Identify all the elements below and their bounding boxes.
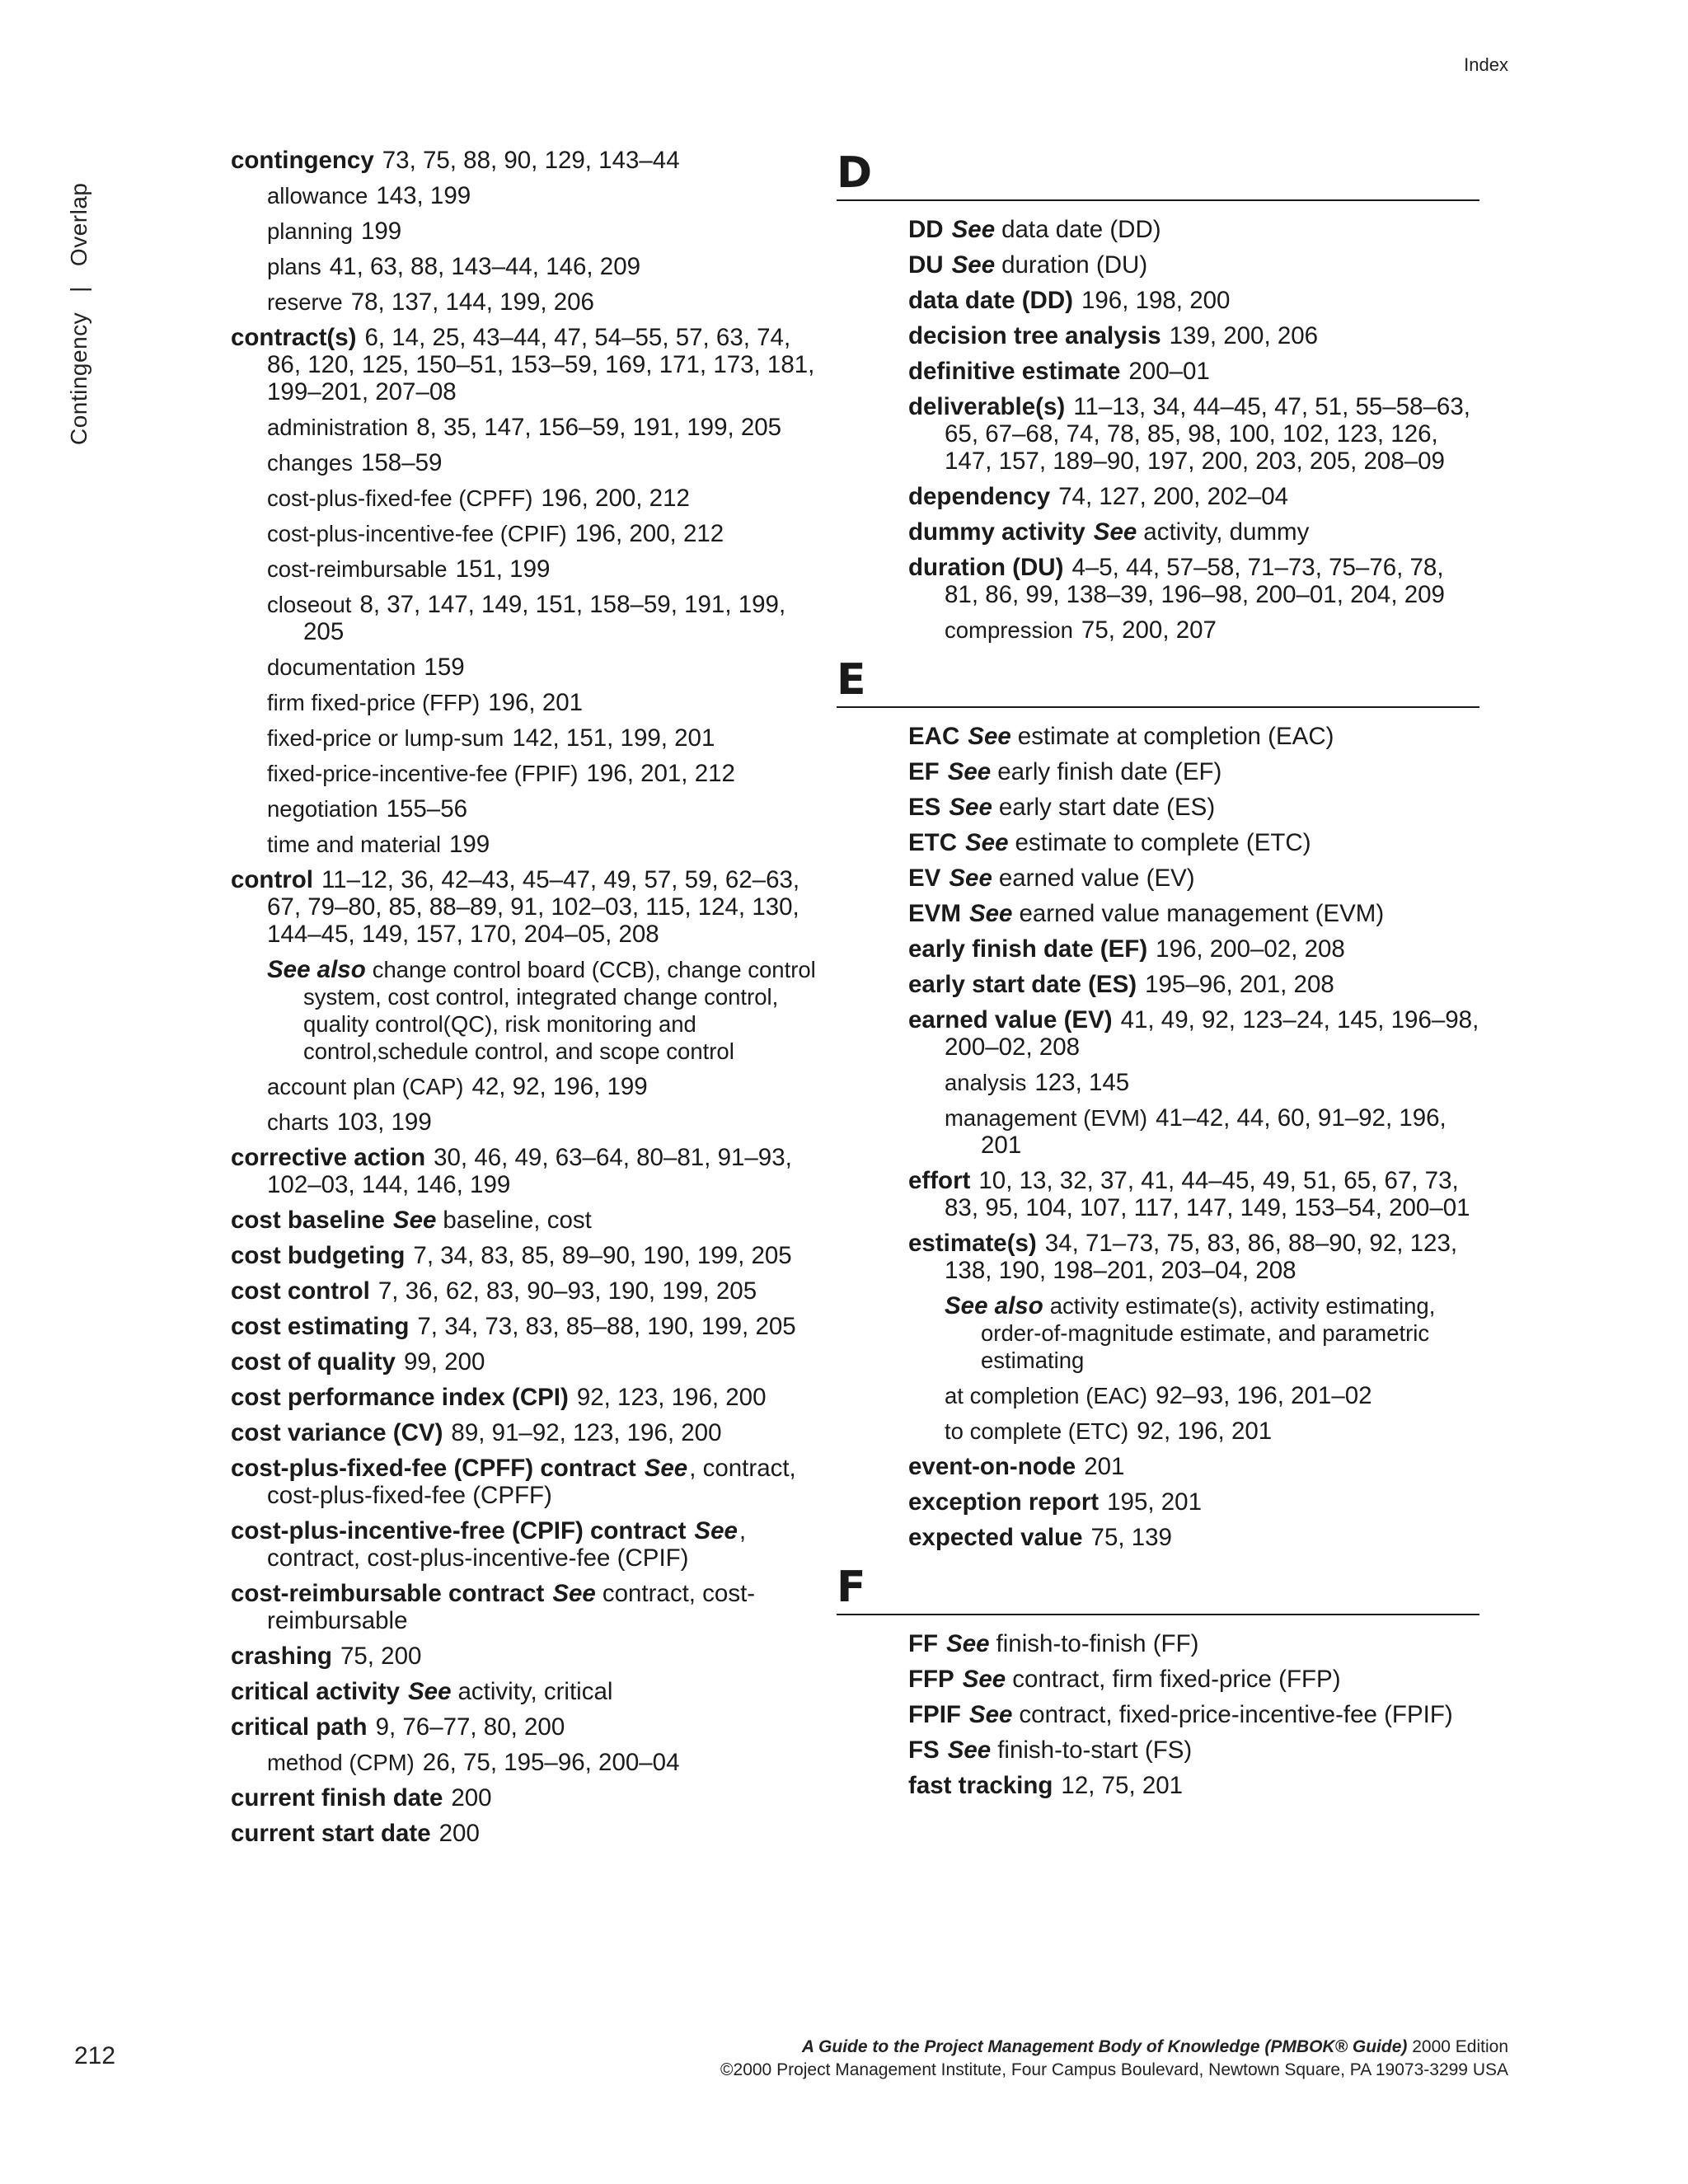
page-references: 9, 76–77, 80, 200 <box>375 1713 565 1741</box>
index-term: contingency <box>231 147 374 174</box>
index-term: current finish date <box>231 1784 443 1811</box>
page-references: 42, 92, 196, 199 <box>471 1073 648 1100</box>
index-term: expected value <box>908 1524 1083 1551</box>
section-letter-heading: D <box>837 147 1479 201</box>
index-entry <box>231 1455 824 1509</box>
index-term: FFP <box>908 1666 954 1693</box>
page-references: 200–01 <box>1128 358 1210 385</box>
page-references: 12, 75, 201 <box>1061 1772 1184 1799</box>
side-tab-separator: | <box>66 286 91 293</box>
index-entry <box>908 1701 1479 1728</box>
index-term: early start date (ES) <box>908 971 1137 998</box>
see-reference-label: See <box>392 1207 437 1234</box>
index-term: FS <box>908 1736 940 1764</box>
page-references: 7, 34, 83, 85, 89–90, 190, 199, 205 <box>413 1242 792 1269</box>
index-subentry <box>231 831 824 858</box>
index-term: cost-plus-incentive-free (CPIF) contract <box>231 1517 687 1544</box>
subentry-term: allowance <box>267 183 368 209</box>
index-subentry <box>231 689 824 716</box>
see-reference-target: , contract, cost-plus-fixed-fee (CPFF) <box>267 1455 796 1509</box>
footer-title: A Guide to the Project Management Body of Knowledge (PMBOK® Guide) <box>801 2037 1408 2056</box>
index-term: cost control <box>231 1277 370 1305</box>
index-entry <box>231 1643 824 1670</box>
index-subentry <box>231 182 824 209</box>
see-reference-label: See <box>965 829 1009 856</box>
index-term: cost of quality <box>231 1348 396 1376</box>
index-entry <box>908 829 1479 856</box>
index-term: ETC <box>908 829 957 856</box>
see-reference-target: duration (DU) <box>1001 251 1148 279</box>
index-subentry <box>231 218 824 245</box>
index-term: event-on-node <box>908 1453 1076 1480</box>
index-entry <box>908 1488 1479 1516</box>
index-term: earned value (EV) <box>908 1006 1113 1033</box>
see-reference-label: See <box>694 1517 738 1544</box>
footer-copyright: ©2000 Project Management Institute, Four Campus Boulevard, Newtown Square, PA 19073-3299 USA <box>720 2060 1508 2079</box>
index-term: duration (DU) <box>908 554 1064 581</box>
page-references: 139, 200, 206 <box>1169 322 1319 349</box>
section-entries <box>837 723 1479 1551</box>
index-subentry <box>231 795 824 823</box>
page-references: 89, 91–92, 123, 196, 200 <box>451 1419 722 1446</box>
index-entry <box>908 393 1479 475</box>
index-entry <box>908 216 1479 243</box>
page-references: 99, 200 <box>403 1348 485 1376</box>
section-letter-heading: E <box>837 654 1479 708</box>
page-references: 200 <box>438 1820 480 1847</box>
index-term: early finish date (EF) <box>908 935 1148 963</box>
subentry-term: time and material <box>267 832 441 857</box>
index-entry <box>908 1167 1479 1221</box>
index-term: exception report <box>908 1488 1100 1516</box>
index-term: control <box>231 866 313 893</box>
page-references: 6, 14, 25, 43–44, 47, 54–55, 57, 63, 74, 86, 120, 125, 150–51, 153–59, 169, 171, 173, 181, 199–201, 207–08 <box>267 324 815 405</box>
index-subentry <box>231 520 824 547</box>
see-also-text: change control board (CCB), change control system, cost control, integrated change control, quality control(QC), risk monitoring and control,schedule control, and scope control <box>303 957 816 1064</box>
index-entry <box>908 518 1479 546</box>
index-term: definitive estimate <box>908 358 1121 385</box>
index-entry <box>908 971 1479 998</box>
index-term: critical path <box>231 1713 368 1741</box>
index-subentry <box>231 760 824 787</box>
see-reference-target: early finish date (EF) <box>997 758 1222 785</box>
page-references: 159 <box>424 654 465 681</box>
subentry-term: documentation <box>267 654 416 680</box>
subentry-term: account plan (CAP) <box>267 1074 464 1099</box>
index-subentry <box>231 555 824 583</box>
footer <box>720 2036 1508 2082</box>
side-tab-last: Overlap <box>66 182 91 267</box>
see-reference-target: , contract, cost-plus-incentive-fee (CPIF) <box>267 1517 747 1572</box>
index-term: cost performance index (CPI) <box>231 1384 569 1411</box>
index-subentry <box>231 449 824 476</box>
page-references: 103, 199 <box>336 1108 432 1136</box>
index-term: deliverable(s) <box>908 393 1066 420</box>
page-references: 8, 37, 147, 149, 151, 158–59, 191, 199, 205 <box>303 591 786 645</box>
subentry-term: changes <box>267 450 353 476</box>
section-entries <box>837 216 1479 644</box>
subentry-term: at completion (EAC) <box>945 1383 1148 1408</box>
see-reference-label: See <box>552 1580 596 1607</box>
index-entry <box>231 1313 824 1340</box>
index-subentry <box>908 1069 1479 1096</box>
index-subentry <box>231 654 824 681</box>
subentry-term: negotiation <box>267 796 378 822</box>
index-entry <box>231 1419 824 1446</box>
see-reference-target: early start date (ES) <box>998 794 1216 821</box>
index-term: crashing <box>231 1643 332 1670</box>
index-entry <box>231 324 824 405</box>
page-references: 196, 201, 212 <box>586 760 735 787</box>
index-entry <box>908 1524 1479 1551</box>
subentry-term: management (EVM) <box>945 1105 1148 1131</box>
index-term: cost-reimbursable contract <box>231 1580 545 1607</box>
page-references: 11–13, 34, 44–45, 47, 51, 55–58–63, 65, 67–68, 74, 78, 85, 98, 100, 102, 123, 126, 147, 157, 189–90, 197, 200, 203, 205, 208–09 <box>945 393 1470 475</box>
see-reference-target: earned value (EV) <box>998 865 1195 892</box>
index-entry <box>231 1517 824 1572</box>
index-subentry <box>908 616 1479 644</box>
index-term: fast tracking <box>908 1772 1053 1799</box>
page-references: 195–96, 201, 208 <box>1145 971 1334 998</box>
letter-section <box>837 654 1479 1551</box>
letter-section <box>837 147 1479 644</box>
index-subentry <box>908 1382 1479 1409</box>
index-entry <box>231 866 824 948</box>
page-references: 195, 201 <box>1107 1488 1202 1516</box>
page-references: 200 <box>451 1784 492 1811</box>
see-reference-target: baseline, cost <box>443 1207 592 1234</box>
index-subentry <box>231 485 824 512</box>
index-subentry <box>231 288 824 316</box>
subentry-term: fixed-price-incentive-fee (FPIF) <box>267 761 579 786</box>
page-references: 4–5, 44, 57–58, 71–73, 75–76, 78, 81, 86, 99, 138–39, 196–98, 200–01, 204, 209 <box>945 554 1445 608</box>
see-reference-target: contract, firm fixed-price (FFP) <box>1012 1666 1341 1693</box>
see-reference-target: earned value management (EVM) <box>1019 900 1385 927</box>
index-entry <box>908 251 1479 279</box>
index-entry <box>231 1144 824 1198</box>
index-entry <box>908 287 1479 314</box>
subentry-term: to complete (ETC) <box>945 1418 1129 1444</box>
index-subentry <box>231 1073 824 1100</box>
page-references: 151, 199 <box>455 555 551 583</box>
see-reference-label: See <box>947 758 992 785</box>
section-entries <box>837 1630 1479 1799</box>
see-reference-label: See <box>949 794 992 821</box>
index-subentry <box>231 253 824 280</box>
index-entry <box>908 935 1479 963</box>
page-references: 34, 71–73, 75, 83, 86, 88–90, 92, 123, 138, 190, 198–201, 203–04, 208 <box>945 1230 1458 1284</box>
subentry-term: reserve <box>267 289 343 315</box>
page-references: 143, 199 <box>376 182 471 209</box>
see-reference-target: estimate to complete (ETC) <box>1015 829 1311 856</box>
index-entry <box>908 1453 1479 1480</box>
index-term: EF <box>908 758 940 785</box>
index-entry <box>908 1630 1479 1657</box>
page-references: 73, 75, 88, 90, 129, 143–44 <box>382 147 680 174</box>
page-references: 199 <box>448 831 490 858</box>
subentry-term: firm fixed-price (FFP) <box>267 690 481 715</box>
see-reference-target: contract, cost-reimbursable <box>267 1580 756 1634</box>
see-reference-target: activity, critical <box>457 1678 613 1705</box>
index-entry <box>908 865 1479 892</box>
section-letter-heading: F <box>837 1561 1479 1615</box>
see-reference-label: See <box>1093 518 1137 546</box>
index-entry <box>231 1348 824 1376</box>
index-term: cost budgeting <box>231 1242 406 1269</box>
index-entry <box>231 1242 824 1269</box>
see-reference-target: estimate at completion (EAC) <box>1017 723 1334 750</box>
index-term: dependency <box>908 483 1051 510</box>
see-reference-label: See <box>407 1678 452 1705</box>
index-subentry <box>231 414 824 441</box>
index-term: EAC <box>908 723 960 750</box>
page-references: 78, 137, 144, 199, 206 <box>350 288 594 316</box>
index-subentry <box>908 1104 1479 1159</box>
page-references: 41, 63, 88, 143–44, 146, 209 <box>329 253 641 280</box>
index-entry <box>908 758 1479 785</box>
subentry-term: administration <box>267 415 409 440</box>
index-term: decision tree analysis <box>908 322 1161 349</box>
page-references: 7, 34, 73, 83, 85–88, 190, 199, 205 <box>417 1313 796 1340</box>
page-references: 92–93, 196, 201–02 <box>1156 1382 1372 1409</box>
see-reference-label: See <box>946 1630 990 1657</box>
index-entry <box>231 1207 824 1234</box>
subentry-term: charts <box>267 1109 329 1135</box>
page-references: 196, 200, 212 <box>574 520 724 547</box>
see-reference-label: See <box>968 900 1013 927</box>
see-reference-label: See <box>949 865 992 892</box>
index-term: estimate(s) <box>908 1230 1037 1257</box>
index-subentry <box>231 724 824 752</box>
index-term: data date (DD) <box>908 287 1073 314</box>
index-term: dummy activity <box>908 518 1085 546</box>
letter-section <box>837 1561 1479 1799</box>
index-term: corrective action <box>231 1144 426 1171</box>
page-references: 8, 35, 147, 156–59, 191, 199, 205 <box>416 414 782 441</box>
page-references: 11–12, 36, 42–43, 45–47, 49, 57, 59, 62–63, 67, 79–80, 85, 88–89, 91, 102–03, 115, 124, 130, 144–45, 149, 157, 170, 204–05, 208 <box>267 866 800 948</box>
see-also-reference <box>908 1292 1479 1374</box>
see-also-reference <box>231 956 824 1065</box>
index-entry <box>231 147 824 174</box>
page-references: 123, 145 <box>1034 1069 1130 1096</box>
see-reference-target: finish-to-start (FS) <box>997 1736 1193 1764</box>
index-entry <box>908 900 1479 927</box>
index-entry <box>908 1772 1479 1799</box>
index-term: DU <box>908 251 944 279</box>
see-reference-label: See <box>644 1455 688 1482</box>
index-term: critical activity <box>231 1678 400 1705</box>
page-references: 41, 49, 92, 123–24, 145, 196–98, 200–02, 208 <box>945 1006 1479 1061</box>
index-entry <box>908 358 1479 385</box>
side-tab <box>66 183 92 445</box>
page-references: 155–56 <box>386 795 468 823</box>
see-reference-label: See <box>968 723 1011 750</box>
page-references: 7, 36, 62, 83, 90–93, 190, 199, 205 <box>377 1277 757 1305</box>
subentry-term: analysis <box>945 1070 1027 1095</box>
see-reference-label: See <box>951 251 996 279</box>
index-entry <box>908 554 1479 608</box>
index-term: FPIF <box>908 1701 961 1728</box>
index-column-right <box>837 147 1479 1809</box>
page-number: 212 <box>74 2042 116 2069</box>
see-reference-target: activity, dummy <box>1143 518 1310 546</box>
index-term: contract(s) <box>231 324 357 351</box>
see-reference-target: data date (DD) <box>1001 216 1161 243</box>
page-references: 92, 123, 196, 200 <box>576 1384 767 1411</box>
see-also-label: See also <box>267 956 366 983</box>
index-subentry <box>231 1749 824 1776</box>
index-entry <box>231 1277 824 1305</box>
page-references: 196, 200–02, 208 <box>1156 935 1345 963</box>
page-references: 199 <box>360 218 402 245</box>
index-entry <box>231 1784 824 1811</box>
subentry-term: method (CPM) <box>267 1750 415 1775</box>
page-references: 75, 200, 207 <box>1081 616 1217 644</box>
page-references: 158–59 <box>360 449 443 476</box>
index-entry <box>908 322 1479 349</box>
see-reference-target: contract, fixed-price-incentive-fee (FPIF) <box>1019 1701 1453 1728</box>
subentry-term: cost-reimbursable <box>267 556 448 582</box>
page-references: 196, 198, 200 <box>1081 287 1231 314</box>
page-references: 92, 196, 201 <box>1137 1418 1273 1445</box>
subentry-term: plans <box>267 254 321 279</box>
page-references: 41–42, 44, 60, 91–92, 196, 201 <box>981 1104 1447 1159</box>
see-reference-label: See <box>968 1701 1013 1728</box>
index-column-left <box>231 147 824 1855</box>
subentry-term: cost-plus-fixed-fee (CPFF) <box>267 485 533 511</box>
subentry-term: fixed-price or lump-sum <box>267 725 504 751</box>
page-references: 196, 200, 212 <box>541 485 690 512</box>
footer-title-line <box>720 2036 1508 2059</box>
see-also-label: See also <box>945 1292 1043 1319</box>
footer-edition: 2000 Edition <box>1412 2037 1508 2056</box>
see-reference-label: See <box>947 1736 992 1764</box>
index-term: DD <box>908 216 944 243</box>
index-entry <box>908 1666 1479 1693</box>
index-entry <box>231 1713 824 1741</box>
page-references: 75, 139 <box>1090 1524 1172 1551</box>
index-subentry <box>231 1108 824 1136</box>
index-term: cost-plus-fixed-fee (CPFF) contract <box>231 1455 636 1482</box>
index-entry <box>908 1230 1479 1284</box>
index-entry <box>231 1384 824 1411</box>
side-tab-first: Contingency <box>66 312 91 445</box>
index-term: effort <box>908 1167 971 1194</box>
index-term: ES <box>908 794 941 821</box>
page-references: 75, 200 <box>340 1643 422 1670</box>
see-reference-label: See <box>951 216 996 243</box>
index-term: cost baseline <box>231 1207 385 1234</box>
page-references: 142, 151, 199, 201 <box>512 724 715 752</box>
index-term: cost variance (CV) <box>231 1419 443 1446</box>
index-term: EV <box>908 865 941 892</box>
index-term: current start date <box>231 1820 431 1847</box>
index-term: EVM <box>908 900 961 927</box>
see-reference-target: finish-to-finish (FF) <box>996 1630 1199 1657</box>
page-references: 30, 46, 49, 63–64, 80–81, 91–93, 102–03, 144, 146, 199 <box>267 1144 792 1198</box>
page-references: 26, 75, 195–96, 200–04 <box>422 1749 680 1776</box>
index-entry <box>908 1736 1479 1764</box>
page-references: 201 <box>1084 1453 1125 1480</box>
index-entry <box>231 1580 824 1634</box>
index-subentry <box>231 591 824 645</box>
subentry-term: planning <box>267 218 353 244</box>
index-entry <box>908 723 1479 750</box>
page-references: 10, 13, 32, 37, 41, 44–45, 49, 51, 65, 67, 73, 83, 95, 104, 107, 117, 147, 149, 153–54, 200–01 <box>945 1167 1470 1221</box>
index-entry <box>231 1820 824 1847</box>
index-entry <box>231 1678 824 1705</box>
see-also-text: activity estimate(s), activity estimating, order-of-magnitude estimate, and parametric estimating <box>981 1293 1436 1373</box>
index-entry <box>908 794 1479 821</box>
index-term: FF <box>908 1630 939 1657</box>
running-head: Index <box>1464 54 1508 75</box>
index-term: cost estimating <box>231 1313 410 1340</box>
index-subentry <box>908 1418 1479 1445</box>
page-references: 74, 127, 200, 202–04 <box>1058 483 1289 510</box>
subentry-term: cost-plus-incentive-fee (CPIF) <box>267 521 567 546</box>
see-reference-label: See <box>962 1666 1006 1693</box>
subentry-term: closeout <box>267 592 352 617</box>
index-entry <box>908 1006 1479 1061</box>
page-references: 196, 201 <box>488 689 584 716</box>
subentry-term: compression <box>945 617 1073 643</box>
index-entry <box>908 483 1479 510</box>
